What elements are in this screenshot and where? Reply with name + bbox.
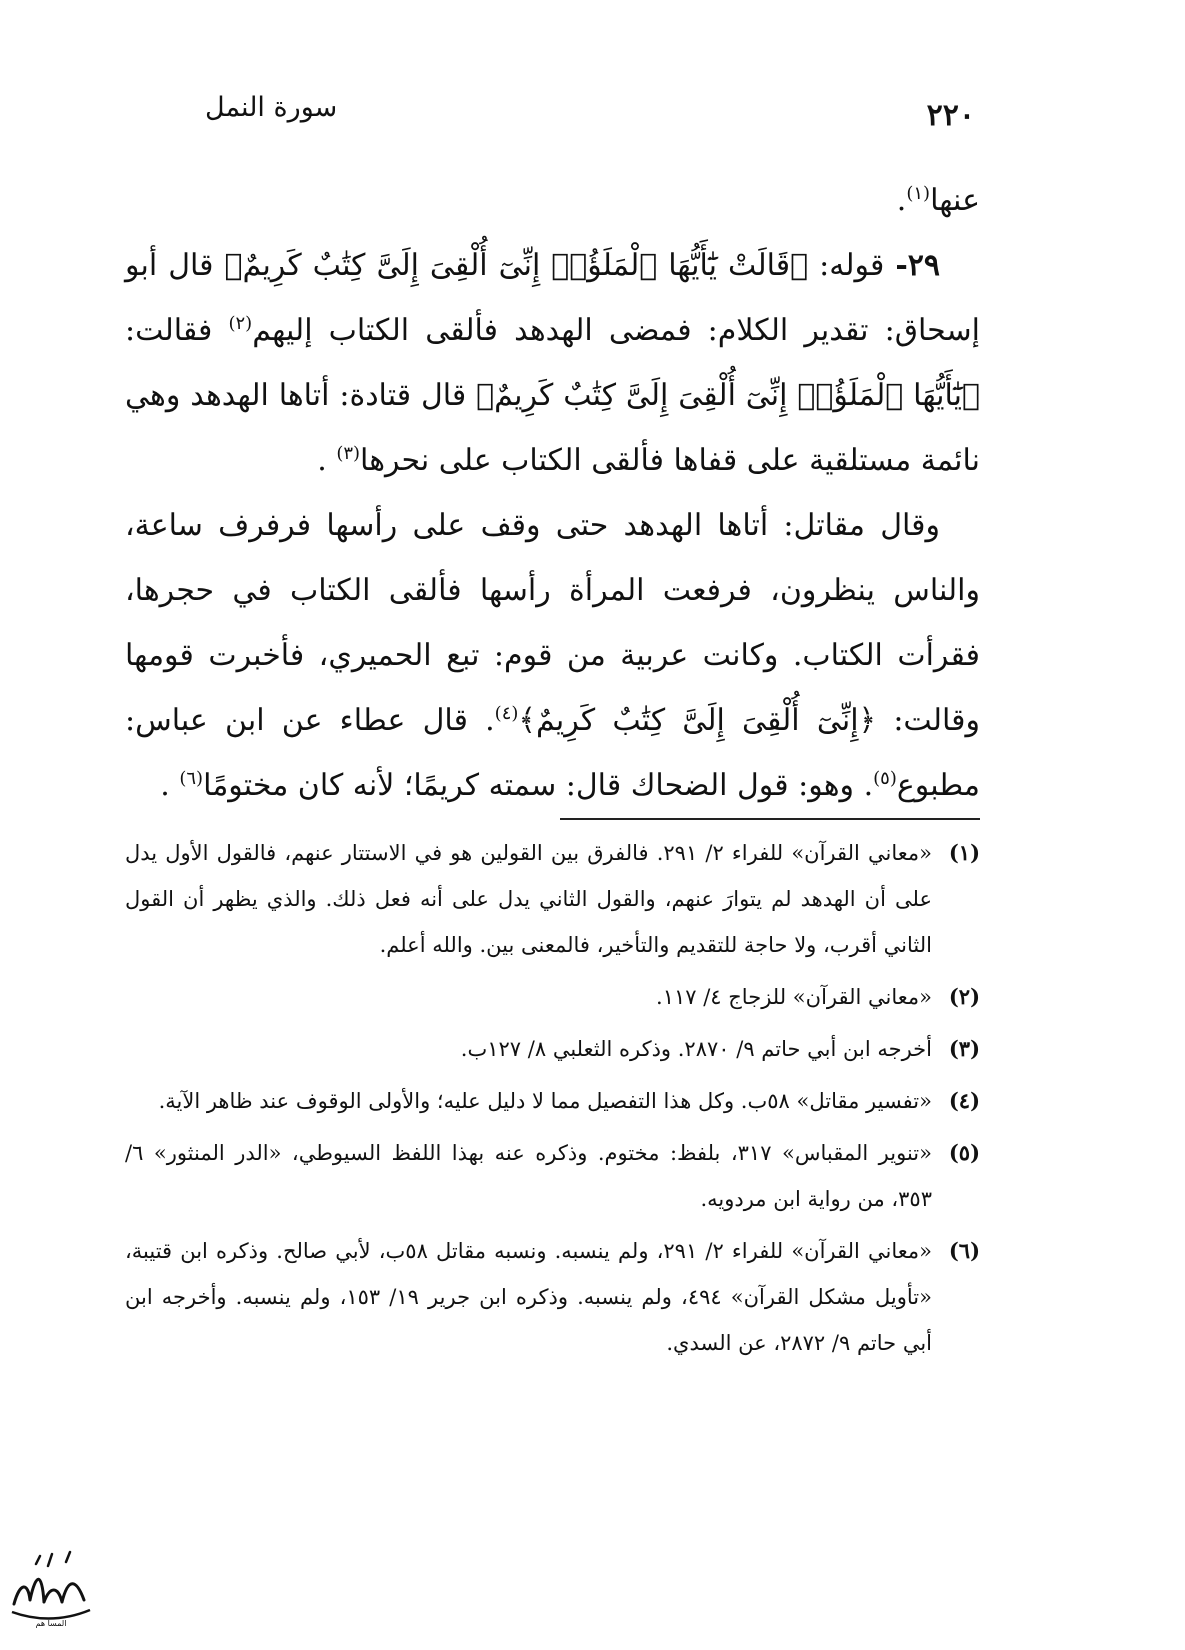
footnote-text: أخرجه ابن أبي حاتم ٩/ ٢٨٧٠. وذكره الثعلبي ٨/ ١٢٧ب. [460,1037,932,1061]
footnotes [125,830,980,1372]
footnote-text: «معاني القرآن» للفراء ٢/ ٢٩١، ولم ينسبه. ونسبه مقاتل ٥٨ب، لأبي صالح. وذكره ابن قتيبة، «تأويل مشكل القرآن» ٤٩٤، ولم ينسبه. وذكره ابن جرير ١٩/ ١٥٣، ولم ينسبه. وأخرجه ابن أبي حاتم ٩/ ٢٨٧٢، عن السدي. [125,1239,932,1355]
para29-text2: فقالت: [125,313,229,348]
footnote-number: (٣) [948,1036,980,1061]
footnote-text: «تنوير المقباس» ٣١٧، بلفظ: مختوم. وذكره عنه بهذا اللفظ السيوطي، «الدر المنثور» ٦/ ٣٥٣، من رواية ابن مردويه. [125,1141,932,1211]
quran-verse: ﴿إِنِّىٓ أُلْقِىَ إِلَىَّ كِتَٰبٌ كَرِيمٌ﴾ [518,703,877,738]
footnote-ref-4[interactable]: (٤) [494,703,519,724]
footnote-4 [125,1078,980,1124]
para29-intro: قوله: [808,248,896,283]
footnote-ref-2[interactable]: (٢) [228,313,253,334]
main-text [125,168,980,818]
continuation-text: عنها [930,183,980,218]
footnote-text: «معاني القرآن» للفراء ٢/ ٢٩١. فالفرق بين القولين هو في الاستتار عنهم، فالقول الأول يدل على أن الهدهد لم يتوارَ عنهم، والقول الثاني يدل على أنه فعل ذلك. والذي يظهر أن القول الثاني أقرب، ولا حاجة للتقديم والتأخير، فالمعنى بين. والله أعلم. [125,841,932,957]
footnote-6 [125,1228,980,1366]
quran-verse: ﴿قَالَتْ يَٰٓأَيُّهَا ٱلْمَلَؤُا۟ إِنِّىٓ أُلْقِىَ إِلَىَّ كِتَٰبٌ كَرِيمٌ﴾ [224,248,809,283]
para29-text1: قال أبو إسحاق: تقدير الكلام: فمضى الهدهد فألقى الكتاب إليهم [125,248,980,348]
footnote-number: (٦) [948,1238,980,1263]
footnote-1 [125,830,980,968]
muqatil-text4: . [160,768,180,803]
footnote-number: (٥) [948,1140,980,1165]
para29-text3: قال قتادة: أتاها الهدهد وهي نائمة مستلقية على قفاها فألقى الكتاب على نحرها [125,378,980,478]
muqatil-text2: . قال عطاء عن ابن عباس: مطبوع [125,703,980,803]
footnote-text: «تفسير مقاتل» ٥٨ب. وكل هذا التفصيل مما لا دليل عليه؛ والأولى الوقوف عند ظاهر الآية. [158,1089,932,1113]
svg-text:المسا هم: المسا هم [35,1619,67,1628]
muqatil-text1: وقال مقاتل: أتاها الهدهد حتى وقف على رأسها فرفرف ساعة، والناس ينظرون، فرفعت المرأة رأسها فألقى الكتاب في حجرها، فقرأت الكتاب. وكانت عربية من قوم: تبع الحميري، فأخبرت قومها وقالت: [125,508,980,738]
quran-verse: ﴿يَٰٓأَيُّهَا ٱلْمَلَؤُا۟ إِنِّىٓ أُلْقِىَ إِلَىَّ كِتَٰبٌ كَرِيمٌ﴾ [476,378,980,413]
paragraph-muqatil [125,493,980,818]
footnote-3 [125,1026,980,1072]
footnote-number: (٢) [948,984,980,1009]
footnote-ref-6[interactable]: (٦) [179,768,204,789]
footnote-separator [560,818,980,820]
footnote-number: (٤) [948,1088,980,1113]
page-number: ٢٢٠ [926,98,975,133]
library-logo-icon [6,1542,96,1632]
para29-text4: . [317,443,337,478]
paragraph-29 [125,233,980,493]
muqatil-text3: . وهو: قول الضحاك قال: سمته كريمًا؛ لأنه كان مختومًا [203,768,874,803]
page-header [205,88,975,138]
footnote-number: (١) [948,840,980,865]
verse-number: ٢٩- [895,248,940,283]
continuation-line: عنها$^{(١)}$. [896,183,980,218]
footnote-ref-3[interactable]: (٣) [336,443,361,464]
footnote-5 [125,1130,980,1222]
footnote-ref-1[interactable]: (١) [906,183,931,204]
footnote-2 [125,974,980,1020]
running-title: سورة النمل [205,92,338,123]
footnote-ref-5[interactable]: (٥) [873,768,897,789]
footnote-text: «معاني القرآن» للزجاج ٤/ ١١٧. [656,985,932,1009]
